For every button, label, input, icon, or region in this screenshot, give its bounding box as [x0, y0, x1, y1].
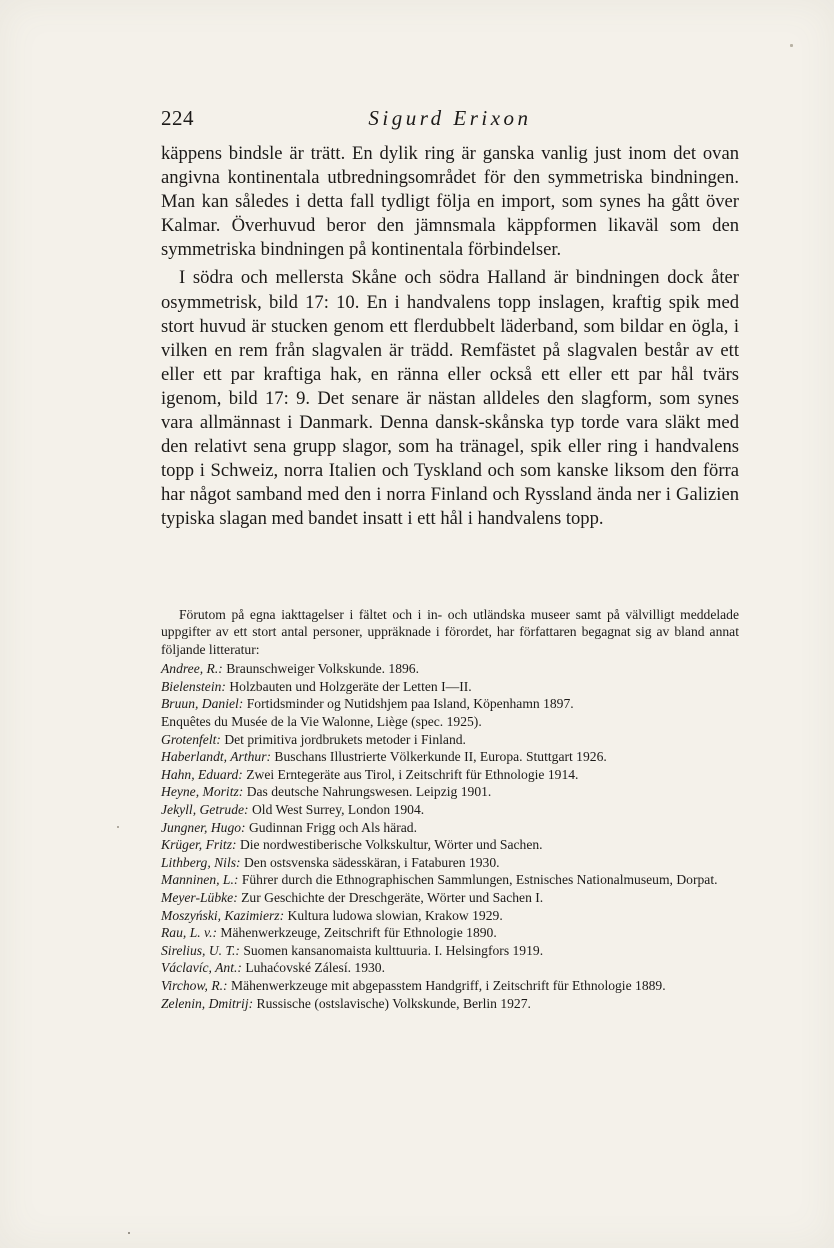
entry-text: Führer durch die Ethnographischen Sammlungen, Estnisches Nationalmuseum, Dorpat. [241, 872, 718, 888]
entry-author: Bielenstein: [161, 678, 226, 694]
entry-text: Fortidsminder og Nutidshjem paa Island, Köpenhamn 1897. [246, 696, 574, 712]
bibliography [161, 606, 739, 1012]
bibliography-entry [161, 731, 739, 749]
entry-author: Václavíc, Ant.: [161, 960, 242, 976]
bibliography-entry [161, 871, 739, 889]
entry-text: Zwei Erntegeräte aus Tirol, i Zeitschrift für Ethnologie 1914. [246, 766, 579, 782]
bibliography-intro: Förutom på egna iakttagelser i fältet och i in- och utländska museer samt på välvilligt meddelade uppgifter av ett stort antal personer, uppräknade i förordet, har författaren begagnat sig av bland annat följande litteratur: [161, 607, 739, 657]
body-text [161, 142, 739, 532]
paragraph: käppens bindsle är trätt. En dylik ring är ganska vanlig just inom det ovan angivna kontinentala utbredningsområdet för den symmetriska bindningen. Man kan således i detta fall tydligt följa en import, som synes ha gått över Kalmar. Överhuvud beror den jämnsmala käppformen likaväl som den symmetriska bindningen på kontinentala förbindelser. [161, 143, 739, 261]
entry-author: Moszyński, Kazimierz: [161, 907, 285, 923]
entry-author: Zelenin, Dmitrij: [161, 995, 254, 1011]
page-number: 224 [161, 106, 194, 130]
entry-author: Lithberg, Nils: [161, 854, 241, 870]
bibliography-entry [161, 924, 739, 942]
running-head: Sigurd Erixon [368, 106, 532, 130]
entry-text: Mähenwerkzeuge, Zeitschrift für Ethnologie 1890. [220, 925, 497, 941]
bibliography-entry [161, 819, 739, 837]
bibliography-entry [161, 783, 739, 801]
entry-text: Die nordwestiberische Volkskultur, Wörter und Sachen. [239, 837, 543, 853]
entry-text: Kultura ludowa slowian, Krakow 1929. [287, 907, 503, 923]
entry-author: Grotenfelt: [161, 731, 221, 747]
bibliography-entry [161, 977, 739, 995]
entry-text: Russische (ostslavische) Volkskunde, Berlin 1927. [256, 995, 531, 1011]
entry-author: Meyer-Lübke: [161, 889, 238, 905]
bibliography-entry [161, 801, 739, 819]
entry-author: Hahn, Eduard: [161, 766, 243, 782]
entry-author: Manninen, L.: [161, 872, 239, 888]
entry-text: Das deutsche Nahrungswesen. Leipzig 1901. [246, 784, 492, 800]
entry-text: Zur Geschichte der Dreschgeräte, Wörter und Sachen I. [241, 889, 544, 905]
bibliography-entry [161, 766, 739, 784]
paragraph: I södra och mellersta Skåne och södra Halland är bindningen dock åter osymmetrisk, bild 17: 10. En i handvalens topp inslagen, kraftig spik med stort huvud är stucken genom ett flerdubbelt läderband, som bildar en ögla, i vilken en rem från slagvalen är trädd. Remfästet på slagvalen består av ett eller ett par kraftiga hak, en ränna eller också ett eller ett par hål tvärs igenom, bild 17: 9. Det senare är nästan alldeles den slagform, som synes vara allmännast i Danmark. Denna dansk-skånska typ torde vara släkt med den relativt sena grupp slagor, som ha tränagel, spik eller ring i handvalens topp i Schweiz, norra Italien och Tyskland och som kanske liksom den förra har något samband med den i norra Finland och Ryssland ända ner i Galizien typiska slagan med bandet insatt i ett hål i handvalens topp. [161, 267, 739, 530]
bibliography-entry [161, 889, 739, 907]
bibliography-entry [161, 748, 739, 766]
entry-author: Virchow, R.: [161, 977, 228, 993]
entry-text: Det primitiva jordbrukets metoder i Finland. [224, 731, 466, 747]
entry-author: Krüger, Fritz: [161, 837, 237, 853]
entry-author: Andree, R.: [161, 661, 223, 677]
entry-author: Rau, L. v.: [161, 925, 218, 941]
bibliography-entry [161, 713, 739, 731]
entry-text: Mähenwerkzeuge mit abgepasstem Handgriff, i Zeitschrift für Ethnologie 1889. [230, 977, 666, 993]
entry-author: Haberlandt, Arthur: [161, 749, 272, 765]
entry-author: Jungner, Hugo: [161, 819, 246, 835]
bibliography-entry [161, 995, 739, 1013]
entry-text: Den ostsvenska sädesskäran, i Fataburen 1930. [243, 854, 500, 870]
bibliography-entry [161, 695, 739, 713]
bibliography-entry [161, 836, 739, 854]
page-header [161, 106, 739, 136]
entry-author: Jekyll, Getrude: [161, 801, 249, 817]
bibliography-entry [161, 854, 739, 872]
print-speck [117, 826, 119, 828]
bibliography-entry [161, 959, 739, 977]
bibliography-entry [161, 907, 739, 925]
bibliography-entry [161, 660, 739, 678]
entry-text: Suomen kansanomaista kulttuuria. I. Helsingfors 1919. [243, 942, 544, 958]
entry-text: Buschans Illustrierte Völkerkunde II, Europa. Stuttgart 1926. [274, 749, 607, 765]
entry-author: Bruun, Daniel: [161, 696, 244, 712]
entry-author: Heyne, Moritz: [161, 784, 244, 800]
print-speck [790, 44, 793, 47]
entry-text: Gudinnan Frigg och Als härad. [248, 819, 417, 835]
bibliography-entry [161, 678, 739, 696]
entry-text: Braunschweiger Volkskunde. 1896. [226, 661, 419, 677]
bibliography-entry [161, 942, 739, 960]
entry-text: Luhaćovské Zálesí. 1930. [245, 960, 385, 976]
entry-text: Holzbauten und Holzgeräte der Letten I—II. [229, 678, 472, 694]
entry-author: Sirelius, U. T.: [161, 942, 240, 958]
reference-list [161, 660, 739, 1012]
entry-text: Enquêtes du Musée de la Vie Walonne, Liège (spec. 1925). [161, 714, 482, 729]
print-speck [128, 1232, 130, 1234]
entry-text: Old West Surrey, London 1904. [251, 801, 425, 817]
